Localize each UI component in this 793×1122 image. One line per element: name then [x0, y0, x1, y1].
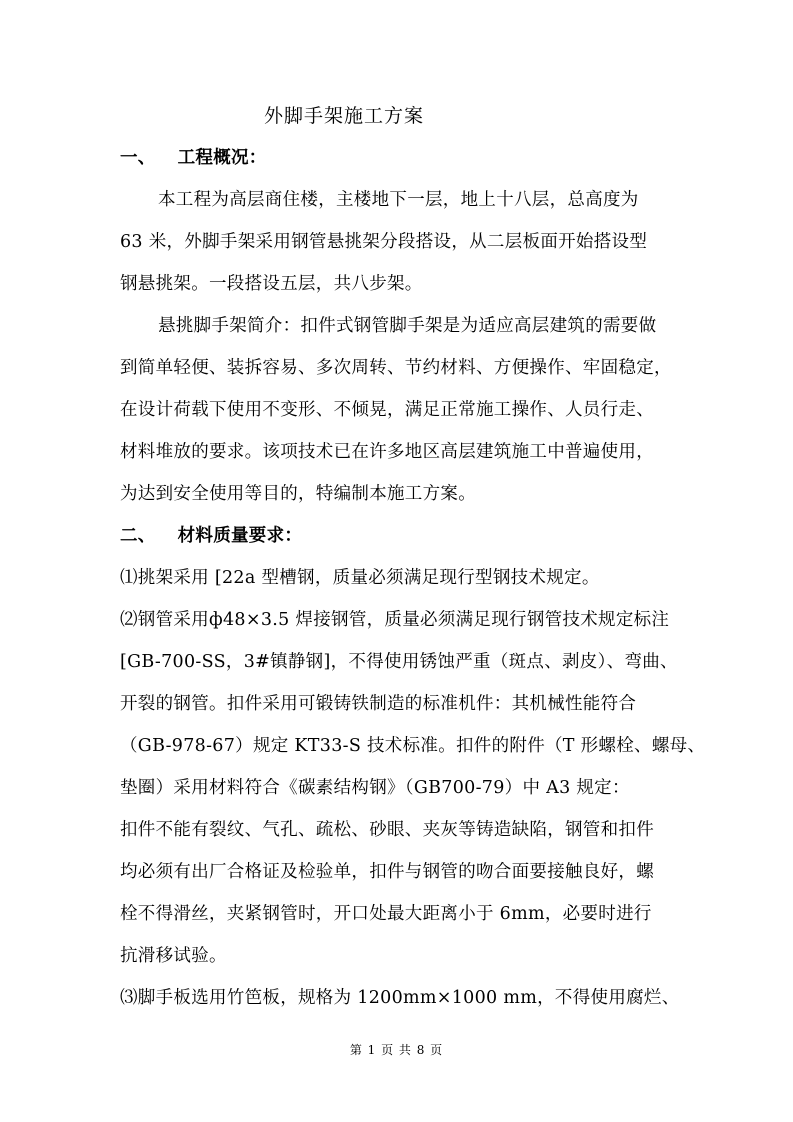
section-title: 工程概况： — [177, 148, 267, 168]
paragraph-line: 悬挑脚手架简介：扣件式钢管脚手架是为适应高层建筑的需要做 — [158, 316, 657, 336]
document-title: 外脚手架施工方案 — [264, 105, 425, 127]
section-number: 一、 — [120, 148, 156, 168]
paragraph-line: ⑵钢管采用ф48×3.5 焊接钢管，质量必须满足现行钢管技术规定标注 — [120, 610, 670, 630]
paragraph-line: 本工程为高层商住楼，主楼地下一层，地上十八层，总高度为 — [158, 190, 639, 210]
paragraph-line: 在设计荷载下使用不变形、不倾晃，满足正常施工操作、人员行走、 — [120, 400, 654, 420]
paragraph-line: （GB-978-67）规定 KT33-S 技术标准。扣件的附件（T 形螺栓、螺母、 — [120, 736, 706, 756]
paragraph-line: ⑴挑架采用 [22a 型槽钢，质量必须满足现行型钢技术规定。 — [120, 568, 600, 588]
paragraph-line: 63 米，外脚手架采用钢管悬挑架分段搭设，从二层板面开始搭设型 — [120, 232, 648, 252]
section-heading-2 — [120, 524, 680, 548]
page-footer: 第 1 页 共 8 页 — [349, 1043, 444, 1057]
paragraph-line: 垫圈）采用材料符合《碳素结构钢》（GB700-79）中 A3 规定： — [120, 778, 630, 798]
paragraph-line: 均必须有出厂合格证及检验单，扣件与钢管的吻合面要接触良好，螺 — [120, 862, 654, 882]
section-heading-1 — [120, 146, 680, 170]
paragraph-line: ⑶脚手板选用竹笆板，规格为 1200mm×1000 mm，不得使用腐烂、 — [120, 988, 680, 1008]
paragraph-line: 扣件不能有裂纹、气孔、疏松、砂眼、夹灰等铸造缺陷，钢管和扣件 — [120, 820, 654, 840]
paragraph-line: 为达到安全使用等目的，特编制本施工方案。 — [120, 484, 476, 504]
section-title: 材料质量要求： — [177, 526, 303, 546]
paragraph-line: 栓不得滑丝，夹紧钢管时，开口处最大距离小于 6mm，必要时进行 — [120, 904, 652, 924]
paragraph-line: 抗滑移试验。 — [120, 946, 227, 966]
paragraph-line: 到简单轻便、装拆容易、多次周转、节约材料、方便操作、牢固稳定， — [120, 358, 672, 378]
section-number: 二、 — [120, 526, 156, 546]
paragraph-line: [GB-700-SS，3#镇静钢]，不得使用锈蚀严重（斑点、剥皮）、弯曲、 — [120, 652, 678, 672]
paragraph-line: 材料堆放的要求。该项技术已在许多地区高层建筑施工中普遍使用， — [120, 442, 654, 462]
paragraph-line: 开裂的钢管。扣件采用可锻铸铁制造的标准机件：其机械性能符合 — [120, 694, 637, 714]
paragraph-line: 钢悬挑架。一段搭设五层，共八步架。 — [120, 274, 423, 294]
